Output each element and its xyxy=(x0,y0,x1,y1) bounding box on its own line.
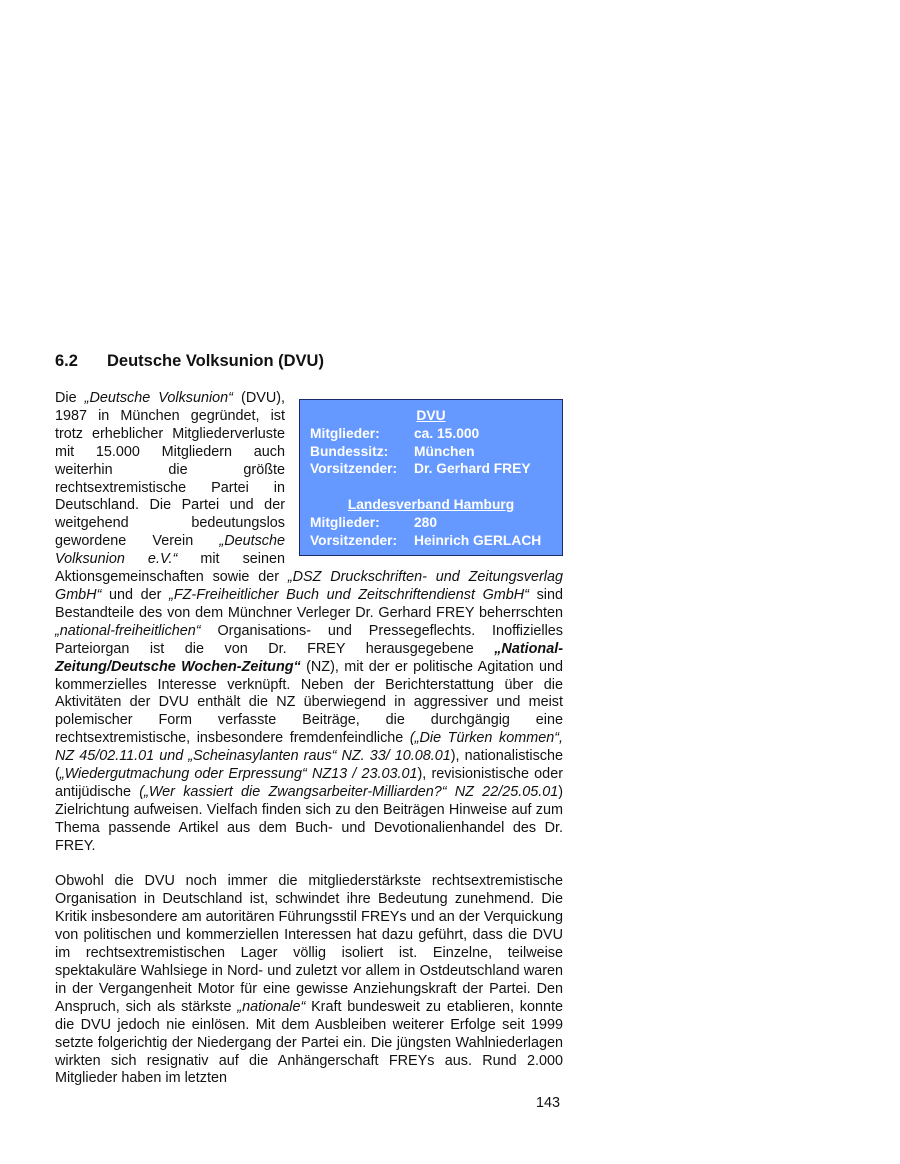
infobox-spacer xyxy=(310,478,562,496)
infobox-label: Vorsitzender: xyxy=(310,461,398,477)
text-run: Obwohl die DVU noch immer die mitgliederstärkste rechtsextremistische Organisation in Deutschland ist, schwindet ihre Bedeutung zunehmend. Die Kritik insbesondere am autoritären Führungsstil FREYs und an der Verquickung von politischen und kommerziellen Interessen hat dazu geführt, dass die DVU im rechtsextremistischen Lager völlig isoliert ist. Einzelne, teilweise spektakuläre Wahlsiege in Nord- und zuletzt vor allem in Ostdeutschland waren in der Vergangenheit Motor für eine gewisse Anziehungskraft der Partei. Den Anspruch, sich als stärkste xyxy=(55,873,563,1015)
quoted-headline: („Wer kassiert die Zwangsarbeiter-Milliarden?“ NZ 22/25.05.01 xyxy=(139,783,559,800)
infobox-label: Mitglieder: xyxy=(310,514,380,530)
quoted-headline: („Die Türken kommen“, NZ 45/02.11.01 und „Scheinasylanten raus“ NZ. 33/ 10.08.01 xyxy=(55,730,563,765)
text-run: und der xyxy=(101,586,170,603)
text-run: sind Bestandteile des von dem Münchner Verleger Dr. Gerhard FREY beherrschten xyxy=(55,586,563,621)
body-text xyxy=(55,390,563,1088)
paragraph xyxy=(55,873,563,1088)
text-run: Kraft bundesweit zu etablieren, konnte die DVU jedoch nie einlösen. Mit dem Ausbleiben weiterer Erfolge seit 1999 setzte folgerichtig der Niedergang der Partei ein. Die jüngsten Wahlniederlagen wirkten sich resignativ auf die Anhängerschaft FREYs aus. Rund 2.000 Mitglieder haben im letzten xyxy=(55,998,564,1087)
text-run: mit seinen Aktionsgemeinschaften sowie der xyxy=(55,551,288,586)
newspaper-title: „National-Zeitung/Deutsche Wochen-Zeitung“ xyxy=(55,640,563,675)
text-run: ) Zielrichtung aufweisen. Vielfach finden sich zu den Beiträgen Hinweise auf zum Thema passende Artikel aus dem Buch- und Devotionalienhandel des Dr. FREY. xyxy=(55,783,564,854)
infobox-title: DVU xyxy=(416,408,446,423)
quoted-term: „national-freiheitlichen“ xyxy=(55,622,201,639)
text-run: ), nationalistische ( xyxy=(55,748,563,783)
infobox-row xyxy=(310,425,562,443)
quoted-headline: „Wiedergutmachung oder Erpressung“ NZ13 / 23.03.01 xyxy=(59,766,418,783)
quoted-term: „FZ-Freiheitlicher Buch und Zeitschriftendienst GmbH“ xyxy=(169,586,529,603)
infobox-label: Bundessitz: xyxy=(310,443,389,459)
party-infobox xyxy=(299,399,563,556)
page-number: 143 xyxy=(536,1095,561,1111)
section-title: Deutsche Volksunion (DVU) xyxy=(107,352,324,370)
infobox-value: ca. 15.000 xyxy=(414,425,480,441)
text-run: (NZ), mit der er politische Agitation und kommerzielles Interesse verknüpft. Neben der Berichterstattung über die Aktivitäten der DVU enthält die NZ überwiegend in aggressiver und meist polemischer Form verfasste Beiträge, die durchgängig eine rechtsextremistische, insbesondere fremdenfeindliche xyxy=(55,658,563,747)
infobox-label: Vorsitzender: xyxy=(310,532,398,548)
text-run: Die xyxy=(55,390,85,406)
infobox-row xyxy=(310,460,562,478)
text-run: ), revisionistische oder antijüdische xyxy=(55,766,563,800)
infobox-row xyxy=(310,443,562,461)
quoted-term: „DSZ Druckschriften- und Zeitungsverlag GmbH“ xyxy=(55,569,563,603)
quoted-term: „Deutsche Volksunion“ xyxy=(84,390,233,406)
quoted-term: „nationale“ xyxy=(237,998,306,1015)
infobox-value: Heinrich GERLACH xyxy=(414,532,542,548)
infobox-subtitle: Landesverband Hamburg xyxy=(347,496,515,512)
infobox-label: Mitglieder: xyxy=(310,425,380,441)
infobox-value: München xyxy=(414,443,475,459)
infobox-row xyxy=(310,532,562,550)
text-run: (DVU), 1987 in München gegründet, ist trotz erheblicher Mitgliederverluste mit 15.000 Mitgliedern auch weiterhin die größte rechtsextremistische Partei in Deutschland. Die Partei und der weitgehend bedeutungslos gewordene Verein xyxy=(55,390,285,550)
quoted-term: „Deutsche Volksunion e.V.“ xyxy=(55,533,285,568)
infobox-row xyxy=(310,514,562,532)
section-number: 6.2 xyxy=(55,352,78,370)
section-heading xyxy=(55,352,324,371)
infobox-value: 280 xyxy=(414,514,438,530)
text-run: Organisations- und Pressegeflechts. Inoffizielles Parteiorgan ist die von Dr. FREY herausgegebene xyxy=(55,622,563,657)
infobox-value: Dr. Gerhard FREY xyxy=(414,461,531,477)
